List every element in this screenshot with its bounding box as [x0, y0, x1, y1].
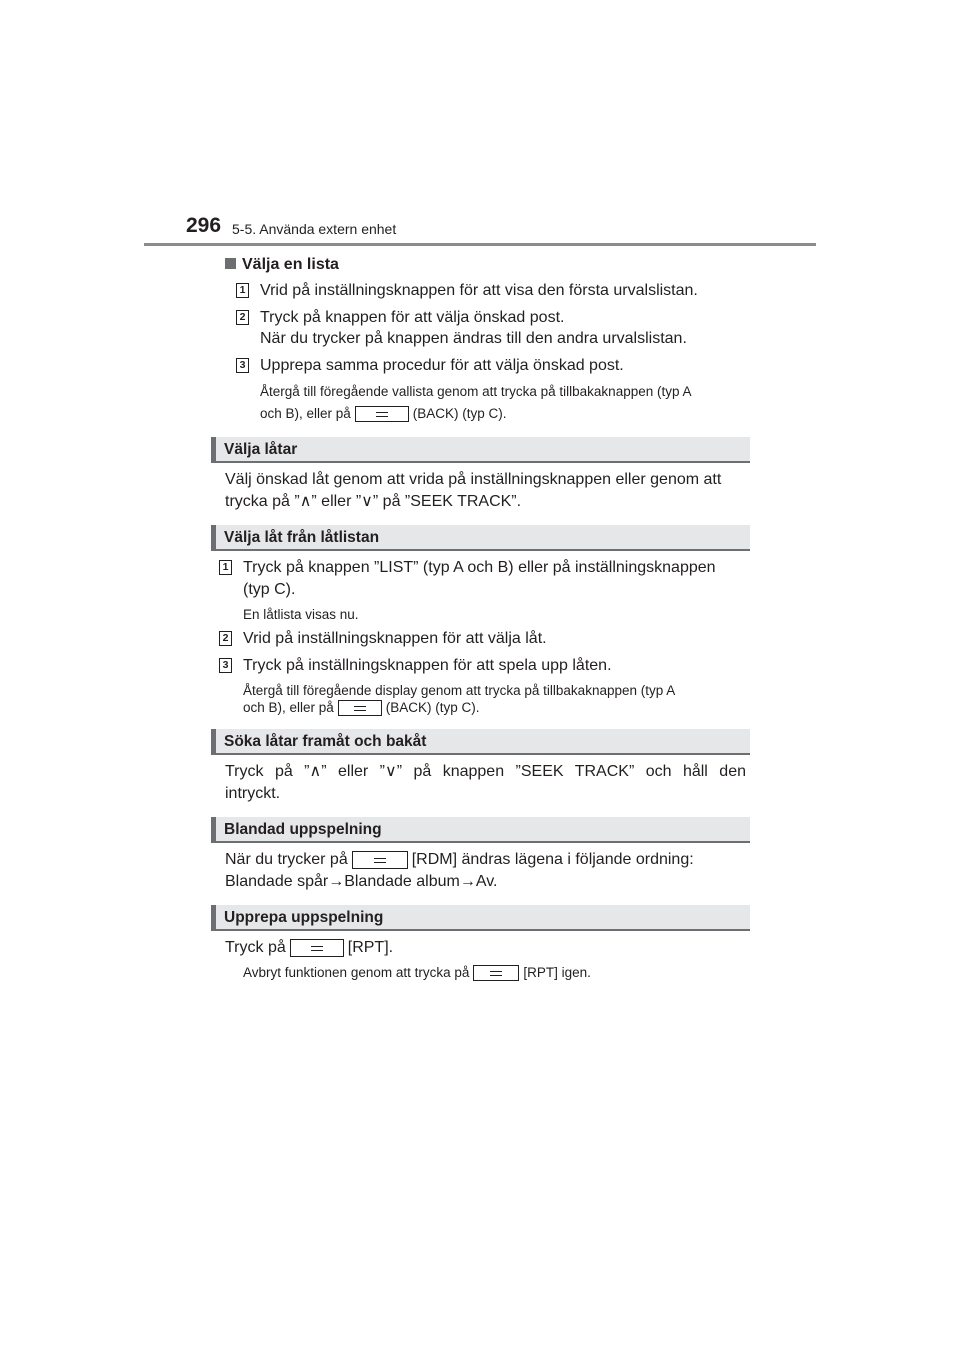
section-header-shuffle — [211, 817, 750, 843]
section-title: Söka låtar framåt och bakåt — [224, 733, 427, 750]
songlist-step-2: Vrid på inställningsknappen för att välja låt. — [243, 630, 547, 647]
songlist-note-line1: Återgå till föregående display genom att trycka på tillbakaknappen (typ A — [243, 683, 676, 698]
repeat-body-prefix: Tryck på — [225, 939, 286, 956]
repeat-body — [225, 937, 393, 959]
step-number: 3 — [236, 358, 249, 373]
rpt-button-icon — [290, 939, 344, 957]
list-note-prefix: och B), eller på — [260, 406, 351, 421]
section-title: Upprepa uppspelning — [224, 909, 384, 926]
list-step-2: Tryck på knappen för att välja önskad post. — [260, 309, 565, 326]
repeat-note-prefix: Avbryt funktionen genom att trycka på — [243, 965, 470, 980]
repeat-note — [243, 963, 591, 983]
step-number: 3 — [219, 658, 232, 673]
back-button-icon — [338, 700, 382, 716]
running-head: 5-5. Använda extern enhet — [232, 221, 397, 237]
songlist-note-suffix: (BACK) (typ C). — [385, 700, 480, 715]
step-number: 1 — [219, 560, 232, 575]
rpt-button-icon — [473, 965, 519, 981]
back-button-icon — [355, 406, 409, 422]
list-step-3: Upprepa samma procedur för att välja önskad post. — [260, 357, 624, 374]
list-heading-text: Välja en lista — [242, 256, 339, 273]
rdm-button-icon — [352, 851, 408, 869]
section-header-songlist — [211, 525, 750, 551]
square-bullet-icon — [225, 258, 236, 269]
songlist-step-1-note: En låtlista visas nu. — [243, 607, 359, 622]
repeat-note-suffix: [RPT] igen. — [523, 965, 591, 980]
seek-body-line1: Tryck på ”∧” eller ”∨” på knappen ”SEEK TRACK” och håll den — [225, 763, 746, 780]
shuffle-body-suffix: [RDM] ändras lägena i följande ordning: — [411, 851, 694, 868]
shuffle-body-line1 — [225, 849, 694, 871]
header-rule — [144, 243, 816, 246]
section-header-songs — [211, 437, 750, 463]
repeat-body-suffix: [RPT]. — [347, 939, 394, 956]
shuffle-body-prefix: När du trycker på — [225, 851, 348, 868]
songlist-step-3: Tryck på inställningsknappen för att spela upp låten. — [243, 657, 612, 674]
songlist-note-line2 — [243, 699, 480, 716]
songlist-step-1: Tryck på knappen ”LIST” (typ A och B) eller på inställningsknappen — [243, 559, 716, 576]
step-number: 1 — [236, 283, 249, 298]
list-heading — [225, 254, 339, 276]
list-note-line2 — [260, 404, 507, 424]
step-number: 2 — [219, 631, 232, 646]
songlist-step-1-cont: (typ C). — [243, 581, 296, 598]
songs-body-line2: trycka på ”∧” eller ”∨” på ”SEEK TRACK”. — [225, 493, 522, 510]
list-note-suffix: (BACK) (typ C). — [412, 406, 507, 421]
list-step-2-cont: När du trycker på knappen ändras till den andra urvalslistan. — [260, 330, 687, 347]
seek-body-line2: intryckt. — [225, 785, 281, 802]
section-title: Blandad uppspelning — [224, 821, 382, 838]
section-header-repeat — [211, 905, 750, 931]
list-step-1: Vrid på inställningsknappen för att visa den första urvalslistan. — [260, 282, 698, 299]
page-number: 296 — [186, 214, 222, 237]
step-number: 2 — [236, 310, 249, 325]
songlist-note-prefix: och B), eller på — [243, 700, 334, 715]
section-title: Välja låtar — [224, 441, 298, 458]
list-note-line1: Återgå till föregående vallista genom att trycka på tillbakaknappen (typ A — [260, 384, 692, 399]
section-title: Välja låt från låtlistan — [224, 529, 380, 546]
section-header-seek — [211, 729, 750, 755]
songs-body-line1: Välj önskad låt genom att vrida på inställningsknappen eller genom att — [225, 471, 722, 488]
shuffle-body-line2: Blandade spår→Blandade album→Av. — [225, 873, 498, 890]
